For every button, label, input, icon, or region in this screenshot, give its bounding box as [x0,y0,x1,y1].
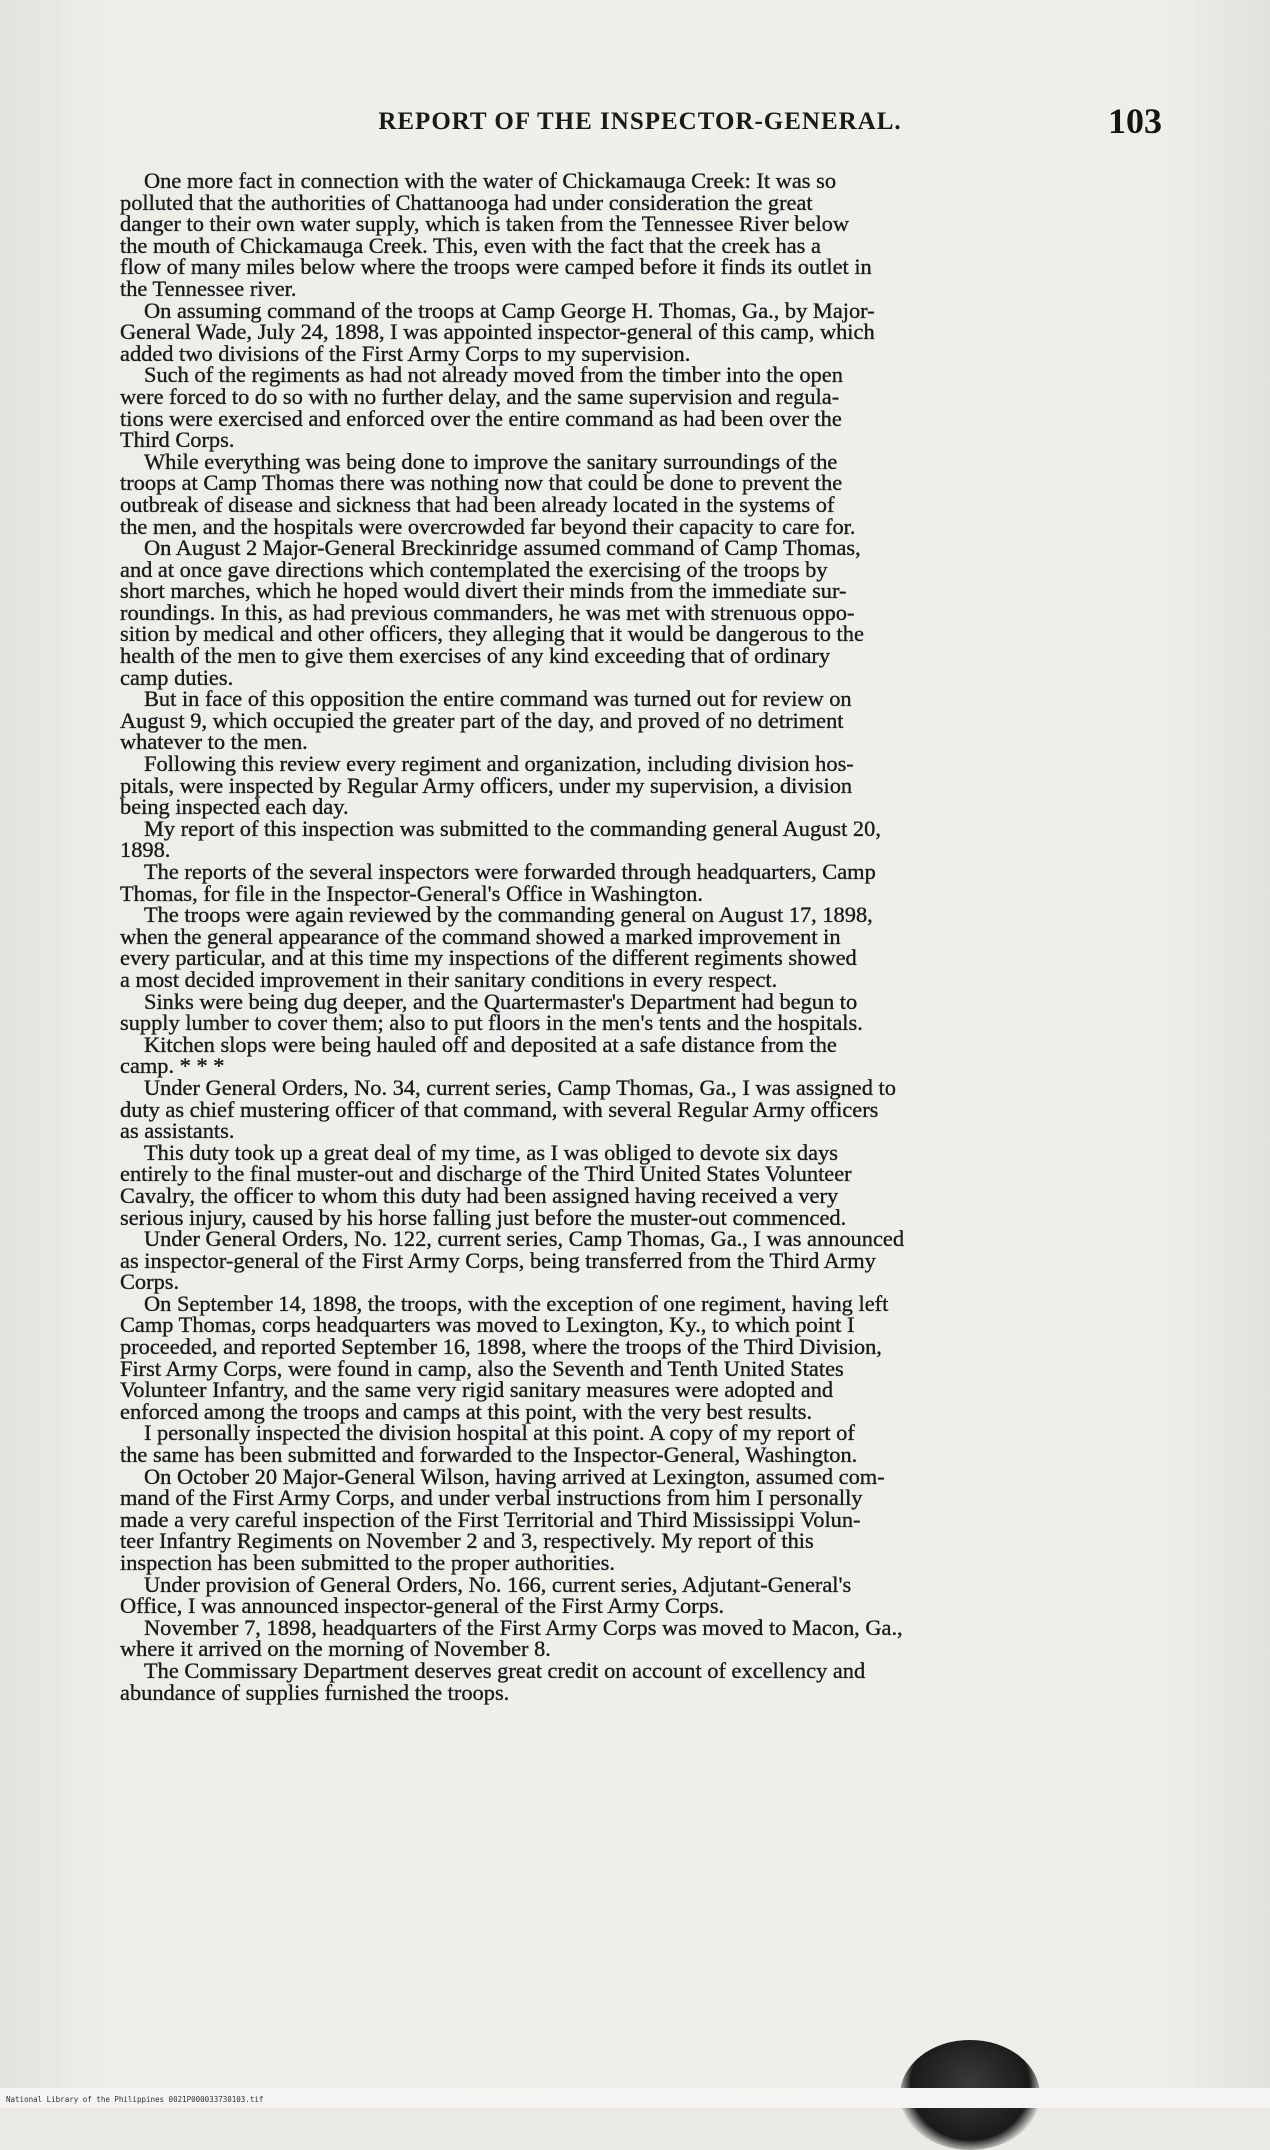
report-body [120,170,1177,1703]
paragraph-15: Under General Orders, No. 122, current series, Camp Thomas, Ga., I was announced as inspector-general of the First Army Corps, being transferred from the Third Army Corps. [120,1226,905,1295]
paragraph-10: The troops were again reviewed by the commanding general on August 17, 1898, when the general appearance of the command showed a marked improvement in every particular, and at this time my inspections of the different regiments showed a most decided improvement in their sanitary conditions in every respect. [120,902,873,992]
paragraph-7: Following this review every regiment and organization, including division hos- pitals, were inspected by Regular Army officers, under my supervision, a division being inspected each day. [120,751,854,820]
paragraph-6: But in face of this opposition the entire command was turned out for review on August 9, which occupied the greater part of the day, and proved of no detriment whatever to the men. [120,686,852,755]
running-head-title: REPORT OF THE INSPECTOR-GENERAL. [378,108,902,135]
paragraph-1: One more fact in connection with the water of Chickamauga Creek: It was so polluted that the authorities of Chattanooga had under consideration the great danger to their own water supply, which is taken from the Tennessee River below the mouth of Chickamauga Creek. This, even with the fact that the creek has a flow of many miles below where the troops were camped before it finds its outlet in the Tennessee river. [120,168,872,301]
paragraph-11: Sinks were being dug deeper, and the Quartermaster's Department had begun to supply lumber to cover them; also to put floors in the men's tents and the hospitals. [120,988,863,1036]
paragraph-8: My report of this inspection was submitted to the commanding general August 20, 1898. [120,815,881,863]
page-number: 103 [1108,101,1162,141]
paragraph-19: Under provision of General Orders, No. 166, current series, Adjutant-General's Office, I was announced inspector-general of the First Army Corps. [120,1571,852,1619]
paragraph-14: This duty took up a great deal of my time, as I was obliged to devote six days entirely to the final muster-out and discharge of the Third United States Volunteer Cavalry, the officer to whom this duty had been assigned having received a very serious injury, caused by his horse falling just before the muster-out commenced. [120,1139,852,1230]
paragraph-5: On August 2 Major-General Breckinridge assumed command of Camp Thomas, and at once gave directions which contemplated the exercising of the troops by short marches, which he hoped would divert their minds from the immediate sur- roundings. In this, as had previous commanders, he was met with strenuous oppo- sition by medical and other officers, they alleging that it would be dangerous to the health of the men to give them exercises of any kind exceeding that of ordinary camp duties. [120,535,864,690]
paragraph-20: November 7, 1898, headquarters of the First Army Corps was moved to Macon, Ga., where it arrived on the morning of November 8. [120,1614,903,1662]
paragraph-16: On September 14, 1898, the troops, with the exception of one regiment, having left Camp Thomas, corps headquarters was moved to Lexington, Ky., to which point I proceeded, and reported September 16, 1898, where the troops of the Third Division, First Army Corps, were found in camp, also the Seventh and Tenth United States Volunteer Infantry, and the same very rigid sanitary measures were adopted and enforced among the troops and camps at this point, with the very best results. [120,1290,889,1424]
paragraph-4: While everything was being done to improve the sanitary surroundings of the troops at Camp Thomas there was nothing now that could be done to prevent the outbreak of disease and sickness that had been already located in the systems of the men, and the hospitals were overcrowded far beyond their capacity to care for. [120,448,856,539]
paragraph-2: On assuming command of the troops at Camp George H. Thomas, Ga., by Major- General Wade, July 24, 1898, I was appointed inspector-general of this camp, which added two divisions of the First Army Corps to my supervision. [120,297,875,366]
paragraph-3: Such of the regiments as had not already moved from the timber into the open were forced to do so with no further delay, and the same supervision and regula- tions were exercised and enforced over the entire command as had been over the Third Corps. [120,362,843,453]
paragraph-13: Under General Orders, No. 34, current series, Camp Thomas, Ga., I was assigned to duty as chief mustering officer of that command, with several Regular Army officers as assistants. [120,1074,896,1144]
paragraph-12: Kitchen slops were being hauled off and deposited at a safe distance from the camp. * * * [120,1031,837,1079]
paragraph-17: I personally inspected the division hospital at this point. A copy of my report of the same has been submitted and forwarded to the Inspector-General, Washington. [120,1420,858,1468]
paragraph-18: On October 20 Major-General Wilson, having arrived at Lexington, assumed com- mand of the First Army Corps, and under verbal instructions from him I personally made a very careful inspection of the First Territorial and Third Mississippi Volun- teer Infantry Regiments on November 2 and 3, respectively. My report of this inspection has been submitted to the proper authorities. [120,1463,885,1575]
scan-footer-stamp: National Library of the Philippines 0021P000033730103.tif [6,2095,264,2104]
paragraph-21: The Commissary Department deserves great credit on account of excellency and abundance of supplies furnished the troops. [120,1657,866,1705]
paragraph-9: The reports of the several inspectors were forwarded through headquarters, Camp Thomas, for file in the Inspector-General's Office in Washington. [120,859,876,906]
